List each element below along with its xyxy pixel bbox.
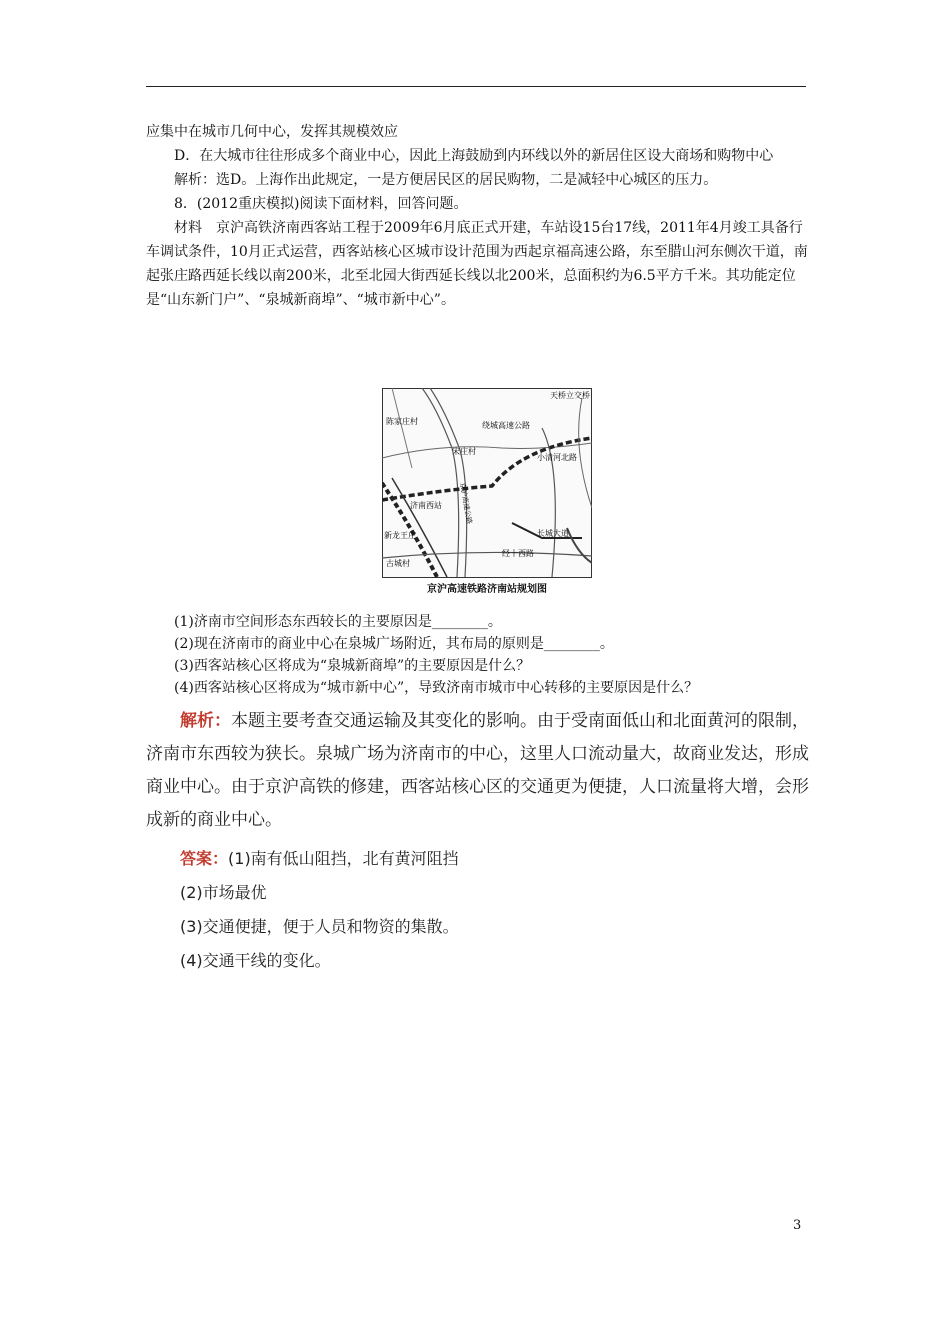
answer-text: (1)南有低山阻挡，北有黄河阻挡	[228, 849, 459, 868]
map-label-changcheng: 长城大道	[537, 529, 569, 538]
map-label-jinghu: 京沪高速公路	[458, 481, 474, 525]
paragraph: 8．(2012重庆模拟)阅读下面材料，回答问题。	[174, 196, 468, 212]
map-label-jinanxi: 济南西站	[410, 501, 442, 510]
answer-4: (4)交通干线的变化。	[180, 951, 331, 970]
railway-plan-map	[382, 388, 592, 578]
page-number: 3	[793, 1218, 802, 1233]
question-1: (1)济南市空间形态东西较长的主要原因是________。	[174, 614, 502, 630]
map-caption: 京沪高速铁路济南站规划图	[427, 584, 547, 595]
map-label-jingshi: 经十西路	[502, 549, 534, 558]
analysis-block	[146, 705, 810, 837]
paragraph: 解析：选D。上海作出此规定，一是方便居民区的居民购物，二是减轻中心城区的压力。	[174, 172, 718, 188]
header-rule	[146, 86, 806, 87]
map-label-tianqiao: 天桥立交桥	[550, 391, 590, 400]
answer-label: 答案：	[180, 849, 229, 868]
paragraph: 应集中在城市几何中心，发挥其规模效应	[146, 124, 398, 140]
analysis-text: 本题主要考查交通运输及其变化的影响。由于受南面低山和北面黄河的限制，济南市东西较为狭长。泉城广场为济南市的中心，这里人口流动量大，故商业发达，形成商业中心。由于京沪高铁的修建，西客站核心区的交通更为便捷，人口流量将大增，会形成新的商业中心。	[146, 711, 809, 830]
body-text	[146, 120, 810, 312]
question-2: (2)现在济南市的商业中心在泉城广场附近，其布局的原则是________。	[174, 636, 614, 652]
paragraph-material: 材料 京沪高铁济南西客站工程于2009年6月底正式开建，车站设15台17线，2011年4月竣工具备行车调试条件，10月正式运营，西客站核心区城市设计范围为西起京福高速公路，东至腊山河东侧次干道，南起张庄路西延长线以南200米，北至北园大街西延长线以北200米，总面积约为6.5平方千米。其功能定位是“山东新门户”、“泉城新商埠”、“城市新中心”。	[146, 220, 808, 308]
map-label-xinlong: 新龙王庄	[384, 531, 416, 540]
question-3: (3)西客站核心区将成为“泉城新商埠”的主要原因是什么？	[174, 658, 531, 674]
map-label-chenjia: 陈家庄村	[386, 417, 418, 426]
map-label-xiaoqinghe: 小清河北路	[537, 453, 577, 462]
map-label-songzhuang: 宋庄村	[452, 447, 476, 456]
answer-3: (3)交通便捷，便于人员和物资的集散。	[180, 917, 459, 936]
map-label-raocheng: 绕城高速公路	[482, 421, 530, 430]
analysis-label: 解析：	[180, 711, 231, 731]
question-4: (4)西客站核心区将成为“城市新中心”，导致济南市城市中心转移的主要原因是什么？	[174, 680, 699, 696]
answer-2: (2)市场最优	[180, 883, 267, 902]
paragraph: D．在大城市往往形成多个商业中心，因此上海鼓励到内环线以外的新居住区设大商场和购物中心	[174, 148, 774, 164]
answer-1	[180, 842, 459, 875]
map-label-gucheng: 古城村	[386, 559, 410, 568]
